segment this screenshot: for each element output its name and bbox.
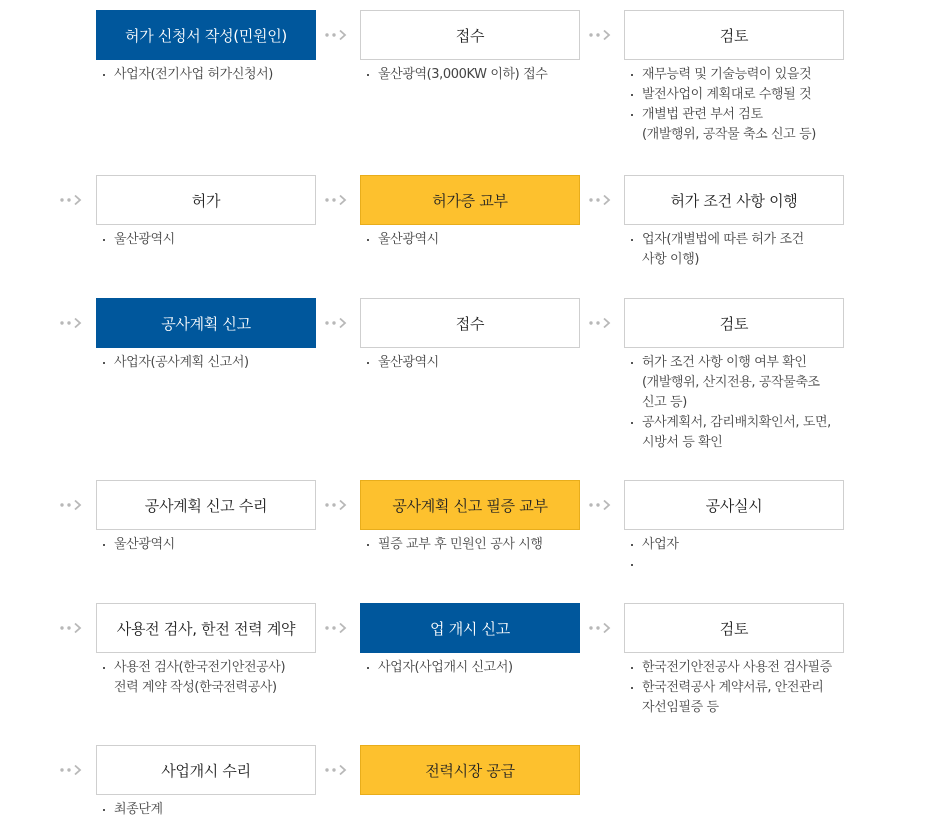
- step-note-item: 울산광역시: [367, 230, 617, 250]
- step-box: 사용전 검사, 한전 전력 계약: [96, 603, 316, 653]
- step-box: 공사계획 신고: [96, 298, 316, 348]
- dotted-arrow-icon: [60, 317, 86, 329]
- dotted-arrow-icon: [325, 622, 351, 634]
- step-notes: [103, 230, 353, 250]
- step-box: 검토: [624, 298, 844, 348]
- dotted-arrow-icon: [325, 29, 351, 41]
- step-box: 공사계획 신고 필증 교부: [360, 480, 580, 530]
- dotted-arrow-icon: [589, 317, 615, 329]
- step-note-item: 울산광역(3,000KW 이하) 접수: [367, 65, 617, 85]
- step-notes: [367, 658, 617, 678]
- step-box: 업 개시 신고: [360, 603, 580, 653]
- dotted-arrow-icon: [325, 764, 351, 776]
- step-box: 접수: [360, 298, 580, 348]
- step-note-item: 사용전 검사(한국전기안전공사) 전력 계약 작성(한국전력공사): [103, 658, 353, 698]
- step-box: 전력시장 공급: [360, 745, 580, 795]
- step-box: 검토: [624, 10, 844, 60]
- dotted-arrow-icon: [325, 317, 351, 329]
- dotted-arrow-icon: [589, 29, 615, 41]
- step-note-item: 재무능력 및 기술능력이 있을것: [631, 65, 881, 85]
- step-notes: [367, 65, 617, 85]
- step-box: 허가: [96, 175, 316, 225]
- step-notes: [367, 535, 617, 555]
- step-box: 허가증 교부: [360, 175, 580, 225]
- step-notes: [631, 230, 881, 270]
- step-note-item: 사업자: [631, 535, 881, 555]
- step-box: 공사실시: [624, 480, 844, 530]
- step-box: 접수: [360, 10, 580, 60]
- step-notes: [103, 65, 353, 85]
- dotted-arrow-icon: [60, 194, 86, 206]
- step-note-item: 울산광역시: [103, 535, 353, 555]
- step-note-item: 울산광역시: [103, 230, 353, 250]
- step-note-item: 사업자(공사계획 신고서): [103, 353, 353, 373]
- step-notes: [631, 535, 881, 575]
- dotted-arrow-icon: [589, 194, 615, 206]
- step-notes: [103, 800, 353, 820]
- dotted-arrow-icon: [589, 499, 615, 511]
- step-note-item: 사업자(전기사업 허가신청서): [103, 65, 353, 85]
- step-note-item: 한국전력공사 계약서류, 안전관리 자선임필증 등: [631, 678, 881, 718]
- step-box: 검토: [624, 603, 844, 653]
- step-box: 공사계획 신고 수리: [96, 480, 316, 530]
- step-notes: [103, 535, 353, 555]
- step-note-item: 사업자(사업개시 신고서): [367, 658, 617, 678]
- dotted-arrow-icon: [325, 499, 351, 511]
- step-notes: [631, 658, 881, 718]
- step-notes: [103, 658, 353, 698]
- step-notes: [367, 353, 617, 373]
- dotted-arrow-icon: [60, 499, 86, 511]
- step-note-item: [631, 555, 881, 575]
- step-note-item: 울산광역시: [367, 353, 617, 373]
- step-notes: [631, 65, 881, 145]
- step-box: 사업개시 수리: [96, 745, 316, 795]
- step-note-item: 개별법 관련 부서 검토 (개발행위, 공작물 축소 신고 등): [631, 105, 881, 145]
- step-note-item: 허가 조건 사항 이행 여부 확인 (개발행위, 산지전용, 공작물축조 신고 등): [631, 353, 881, 413]
- step-note-item: 필증 교부 후 민원인 공사 시행: [367, 535, 617, 555]
- dotted-arrow-icon: [60, 622, 86, 634]
- step-notes: [103, 353, 353, 373]
- step-note-item: 발전사업이 계획대로 수행될 것: [631, 85, 881, 105]
- step-note-item: 최종단계: [103, 800, 353, 820]
- step-box: 허가 조건 사항 이행: [624, 175, 844, 225]
- step-box: 허가 신청서 작성(민원인): [96, 10, 316, 60]
- step-notes: [631, 353, 881, 453]
- step-notes: [367, 230, 617, 250]
- step-note-item: 업자(개별법에 따른 허가 조건 사항 이행): [631, 230, 881, 270]
- dotted-arrow-icon: [325, 194, 351, 206]
- step-note-item: 한국전기안전공사 사용전 검사필증: [631, 658, 881, 678]
- step-note-item: 공사계획서, 감리배치확인서, 도면, 시방서 등 확인: [631, 413, 881, 453]
- dotted-arrow-icon: [60, 764, 86, 776]
- dotted-arrow-icon: [589, 622, 615, 634]
